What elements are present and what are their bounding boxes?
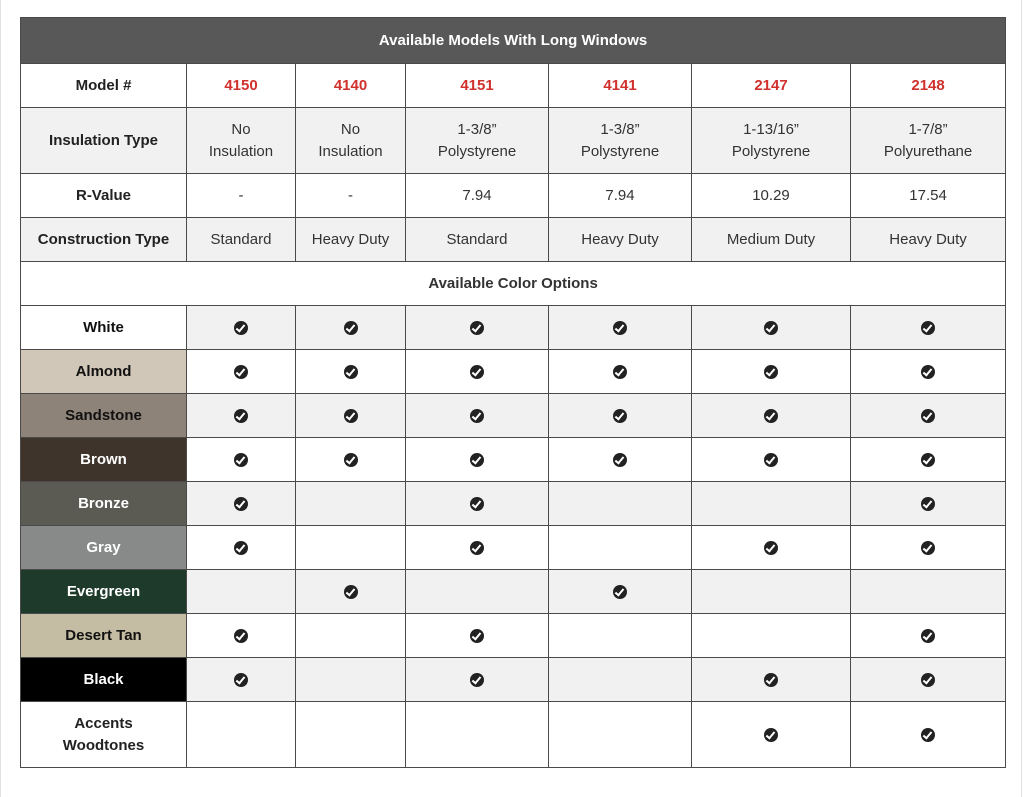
color-available-cell [549,350,692,394]
cell-text: Accents [74,714,133,732]
check-circle-icon [344,585,358,599]
check-circle-icon [764,409,778,423]
color-unavailable-cell [851,570,1006,614]
check-circle-icon [234,453,248,467]
color-unavailable-cell [296,614,406,658]
color-available-cell [296,350,406,394]
model-row [21,64,1006,108]
cell-text: 17.54 [909,186,947,204]
cell-text: Almond [75,362,132,380]
color-unavailable-cell [187,702,296,768]
cell-text: Medium Duty [726,230,816,248]
cell-text: Bronze [78,494,129,512]
check-circle-icon [764,365,778,379]
insulation-type-row [21,108,1006,174]
color-unavailable-cell [549,658,692,702]
check-circle-icon [921,728,935,742]
color-swatch-label [21,526,187,570]
check-circle-icon [613,585,627,599]
color-available-cell [187,306,296,350]
spec-value [296,108,406,174]
color-available-cell [406,482,549,526]
spec-value [851,218,1006,262]
model-number-2147: 2147 [692,64,851,108]
spec-label: Insulation Type [21,108,187,174]
cell-text: - [238,186,244,204]
color-swatch-label [21,394,187,438]
color-swatch-label [21,306,187,350]
color-row [21,570,1006,614]
check-circle-icon [764,541,778,555]
color-available-cell [692,702,851,768]
check-circle-icon [344,409,358,423]
check-circle-icon [921,673,935,687]
cell-text: Polyurethane [883,142,973,160]
spec-label: R-Value [21,174,187,218]
check-circle-icon [234,365,248,379]
model-number-4141: 4141 [549,64,692,108]
color-unavailable-cell [692,482,851,526]
color-unavailable-cell [549,482,692,526]
color-available-cell [692,350,851,394]
cell-text: Woodtones [62,736,145,754]
color-available-cell [851,350,1006,394]
color-unavailable-cell [296,702,406,768]
check-circle-icon [470,409,484,423]
check-circle-icon [764,453,778,467]
cell-text: Standard [210,230,272,248]
spec-value [549,218,692,262]
color-unavailable-cell [406,570,549,614]
color-available-cell [851,702,1006,768]
cell-text: No [340,120,361,138]
spec-value [692,218,851,262]
cell-text: Sandstone [65,406,142,424]
spec-value [549,108,692,174]
color-available-cell [692,658,851,702]
color-available-cell [187,394,296,438]
check-circle-icon [344,365,358,379]
cell-text: 7.94 [605,186,635,204]
check-circle-icon [921,365,935,379]
check-circle-icon [470,497,484,511]
color-available-cell [406,394,549,438]
cell-text: Black [83,670,124,688]
check-circle-icon [470,629,484,643]
check-circle-icon [344,321,358,335]
check-circle-icon [921,497,935,511]
check-circle-icon [764,321,778,335]
check-circle-icon [613,453,627,467]
model-number-4140: 4140 [296,64,406,108]
spec-value [692,174,851,218]
color-options-title: Available Color Options [21,262,1006,306]
color-unavailable-cell [692,614,851,658]
models-table [20,17,1006,768]
model-number-4150: 4150 [187,64,296,108]
color-available-cell [406,438,549,482]
cell-text: Heavy Duty [889,230,967,248]
color-swatch-label [21,658,187,702]
check-circle-icon [234,541,248,555]
color-row [21,438,1006,482]
cell-text: Polystyrene [731,142,811,160]
spec-value [851,108,1006,174]
check-circle-icon [234,673,248,687]
color-unavailable-cell [296,482,406,526]
color-swatch-label [21,614,187,658]
color-available-cell [549,394,692,438]
cell-text: White [83,318,124,336]
model-header-label: Model # [21,64,187,108]
cell-text: Desert Tan [65,626,142,644]
check-circle-icon [921,629,935,643]
color-available-cell [851,306,1006,350]
color-available-cell [187,438,296,482]
r-value-row [21,174,1006,218]
color-swatch-label [21,350,187,394]
color-available-cell [851,482,1006,526]
color-available-cell [406,306,549,350]
spec-value [406,108,549,174]
cell-text: Insulation [208,142,274,160]
check-circle-icon [234,629,248,643]
cell-text: Heavy Duty [311,230,390,248]
cell-text: 7.94 [462,186,492,204]
color-unavailable-cell [549,614,692,658]
color-available-cell [296,306,406,350]
cell-text: 1-7/8” [908,120,948,138]
color-swatch-label [21,570,187,614]
color-row [21,350,1006,394]
check-circle-icon [764,673,778,687]
cell-text: 1-3/8” [457,120,497,138]
color-available-cell [549,438,692,482]
spec-value [851,174,1006,218]
color-unavailable-cell [549,702,692,768]
color-available-cell [692,438,851,482]
color-available-cell [851,394,1006,438]
color-row [21,614,1006,658]
color-available-cell [187,658,296,702]
table-body [21,64,1006,768]
model-number-2148: 2148 [851,64,1006,108]
check-circle-icon [470,673,484,687]
check-circle-icon [234,497,248,511]
spec-value [187,174,296,218]
color-available-cell [692,526,851,570]
color-row [21,702,1006,768]
spec-value [406,174,549,218]
spec-value [296,174,406,218]
color-available-cell [296,394,406,438]
model-number-4151: 4151 [406,64,549,108]
color-swatch-label [21,438,187,482]
check-circle-icon [921,541,935,555]
color-available-cell [296,570,406,614]
color-available-cell [187,526,296,570]
spec-value [406,218,549,262]
color-available-cell [851,614,1006,658]
check-circle-icon [921,453,935,467]
color-available-cell [187,350,296,394]
color-unavailable-cell [296,526,406,570]
color-available-cell [549,570,692,614]
color-unavailable-cell [692,570,851,614]
spec-value [296,218,406,262]
check-circle-icon [234,409,248,423]
color-unavailable-cell [187,570,296,614]
color-available-cell [851,658,1006,702]
cell-text: Standard [446,230,508,248]
color-unavailable-cell [549,526,692,570]
color-row [21,482,1006,526]
color-row [21,526,1006,570]
check-circle-icon [470,365,484,379]
table-title: Available Models With Long Windows [21,18,1006,64]
cell-text: 1-13/16” [743,120,799,138]
color-available-cell [851,438,1006,482]
cell-text: 10.29 [752,186,790,204]
spec-value [549,174,692,218]
check-circle-icon [921,409,935,423]
color-options-section-row [21,262,1006,306]
color-available-cell [406,526,549,570]
check-circle-icon [470,541,484,555]
cell-text: Insulation [318,142,383,160]
cell-text: No [231,120,251,138]
spec-value [187,108,296,174]
check-circle-icon [613,321,627,335]
cell-text: Brown [80,450,127,468]
color-row [21,306,1006,350]
check-circle-icon [613,365,627,379]
check-circle-icon [764,728,778,742]
check-circle-icon [470,321,484,335]
check-circle-icon [921,321,935,335]
spec-value [692,108,851,174]
check-circle-icon [234,321,248,335]
check-circle-icon [613,409,627,423]
check-circle-icon [344,453,358,467]
color-available-cell [406,658,549,702]
spec-label: Construction Type [21,218,187,262]
color-row [21,658,1006,702]
color-available-cell [692,306,851,350]
check-circle-icon [470,453,484,467]
color-available-cell [296,438,406,482]
construction-type-row [21,218,1006,262]
cell-text: Heavy Duty [581,230,659,248]
color-available-cell [406,350,549,394]
cell-text: Evergreen [66,582,141,600]
spec-value [187,218,296,262]
color-unavailable-cell [406,702,549,768]
color-swatch-label [21,482,187,526]
title-row [21,18,1006,64]
color-available-cell [851,526,1006,570]
cell-text: Polystyrene [437,142,517,160]
color-available-cell [406,614,549,658]
color-available-cell [187,614,296,658]
color-swatch-label [21,702,187,768]
cell-text: Polystyrene [580,142,660,160]
color-available-cell [187,482,296,526]
color-available-cell [692,394,851,438]
cell-text: 1-3/8” [600,120,640,138]
color-row [21,394,1006,438]
cell-text: Gray [86,538,121,556]
color-available-cell [549,306,692,350]
color-unavailable-cell [296,658,406,702]
cell-text: - [348,186,353,204]
